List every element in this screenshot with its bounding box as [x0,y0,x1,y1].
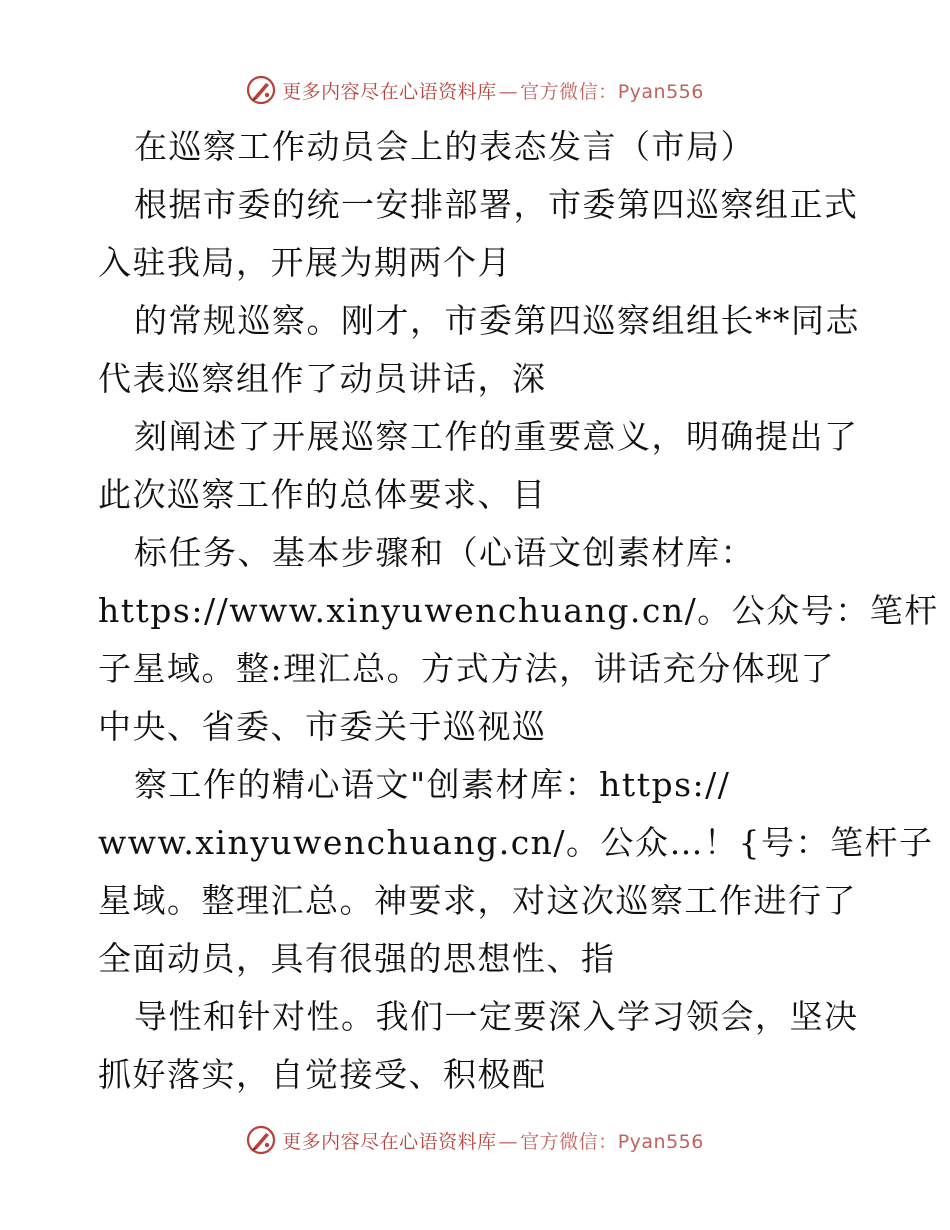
watermark-wechat-id: Pyan556 [617,1130,704,1153]
watermark-slogan: 更多内容尽在心语资料库 [282,80,497,103]
footer-watermark [0,1120,950,1160]
text-line: 星域。整理汇总。神要求，对这次巡察工作进行了 [98,881,857,920]
watermark-separator: — [498,1130,519,1153]
quill-pen-logo-icon [246,75,276,105]
text-line: 中央、省委、市委关于巡视巡 [98,707,547,746]
watermark-slogan: 更多内容尽在心语资料库 [282,1130,497,1153]
text-line: 根据市委的统一安排部署，市委第四巡察组正式 [134,185,859,224]
text-line: 察工作的精心语文"创素材库：https:// [134,765,731,804]
document-body [98,118,939,1104]
header-watermark [0,70,950,110]
text-line: 刻阐述了开展巡察工作的重要意义，明确提出了 [134,417,859,456]
text-line: 子星域。整:理汇总。方式方法，讲话充分体现了 [98,649,836,688]
watermark-wechat-label: 官方微信： [520,80,618,103]
watermark-wechat-id: Pyan556 [617,80,704,103]
text-line: 此次巡察工作的总体要求、目 [98,475,547,514]
text-line: 抓好落实，自觉接受、积极配 [98,1055,547,1094]
text-line: 全面动员，具有很强的思想性、指 [98,939,616,978]
text-line: 标任务、基本步骤和（心语文创素材库： [134,533,755,572]
text-line: 在巡察工作动员会上的表态发言（市局） [134,127,755,166]
text-line: 的常规巡察。刚才，市委第四巡察组组长**同志 [134,301,860,340]
text-line: 代表巡察组作了动员讲话，深 [98,359,547,398]
watermark-text [282,77,704,104]
watermark-separator: — [498,80,519,103]
watermark-wechat-label: 官方微信： [520,1130,618,1153]
text-line: https://www.xinyuwenchuang.cn/。公众号：笔杆 [98,591,939,630]
text-line: 入驻我局，开展为期两个月 [98,243,512,282]
text-line: www.xinyuwenchuang.cn/。公众…！{号：笔杆子 [98,823,934,862]
watermark-text [282,1127,704,1154]
quill-pen-logo-icon [246,1125,276,1155]
text-line: 导性和针对性。我们一定要深入学习领会，坚决 [134,997,859,1036]
